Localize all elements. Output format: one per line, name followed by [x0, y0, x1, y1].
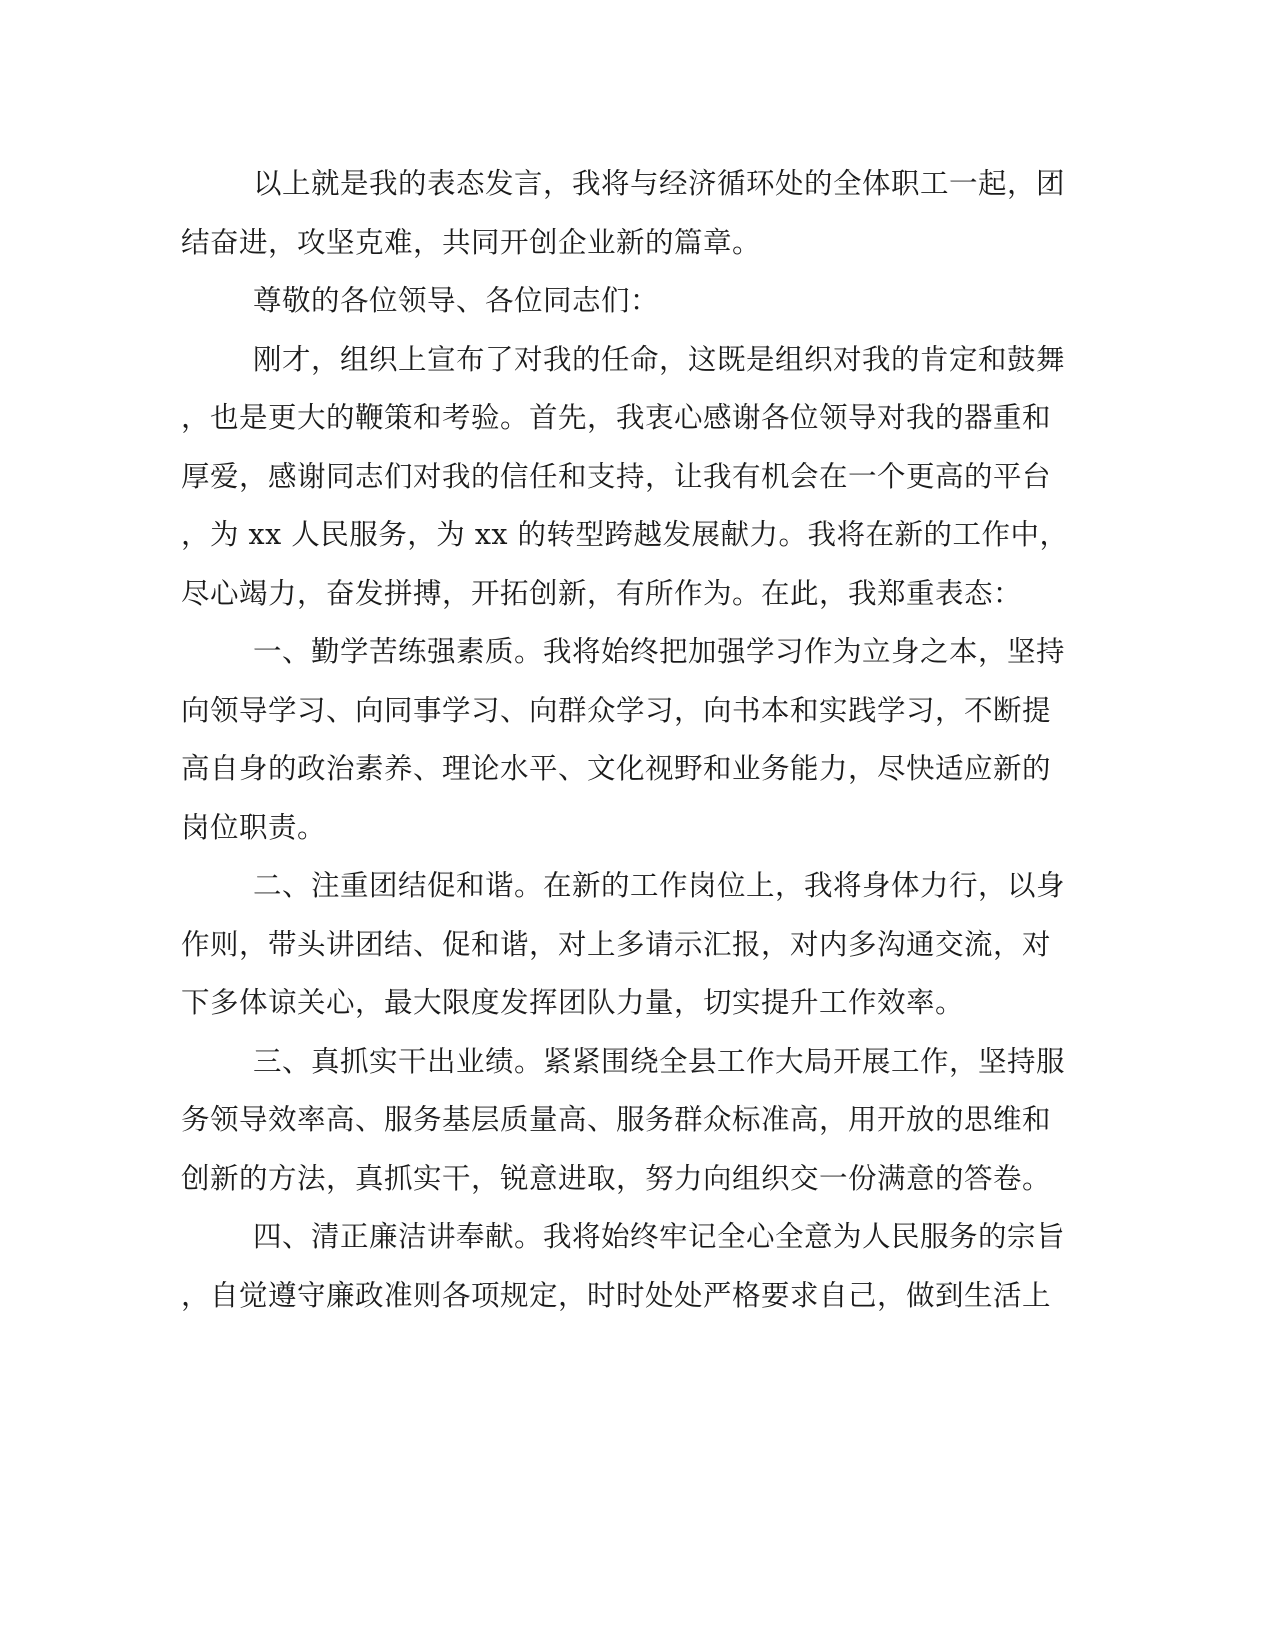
text-line: 尽心竭力，奋发拼搏，开拓创新，有所作为。在此，我郑重表态：: [181, 576, 1023, 610]
text-line: 以上就是我的表态发言，我将与经济循环处的全体职工一起，团: [253, 167, 1066, 200]
text-line: 三、真抓实干出业绩。紧紧围绕全县工作大局开展工作，坚持服: [253, 1044, 1066, 1078]
text-line: 向领导学习、向同事学习、向群众学习，向书本和实践学习，不断提: [181, 693, 1052, 727]
text-line: 厚爱，感谢同志们对我的信任和支持，让我有机会在一个更高的平台: [181, 459, 1052, 493]
text-line: 一、勤学苦练强素质。我将始终把加强学习作为立身之本，坚持: [253, 635, 1066, 668]
text-line: 刚才，组织上宣布了对我的任命，这既是组织对我的肯定和鼓舞: [253, 342, 1066, 376]
text-line: ，也是更大的鞭策和考验。首先，我衷心感谢各位领导对我的器重和: [181, 401, 1052, 434]
text-line: 尊敬的各位领导、各位同志们：: [253, 284, 660, 317]
text-line: 下多体谅关心，最大限度发挥团队力量，切实提升工作效率。: [181, 986, 965, 1019]
text-line: ，自觉遵守廉政准则各项规定，时时处处严格要求自己，做到生活上: [181, 1278, 1052, 1312]
text-line: 高自身的政治素养、理论水平、文化视野和业务能力，尽快适应新的: [181, 752, 1052, 785]
document-body: [181, 155, 1069, 1325]
text-line: 二、注重团结促和谐。在新的工作岗位上，我将身体力行，以身: [253, 869, 1066, 902]
text-line: 创新的方法，真抓实干，锐意进取，努力向组织交一份满意的答卷。: [181, 1161, 1052, 1195]
text-line: ，为 xx 人民服务，为 xx 的转型跨越发展献力。我将在新的工作中，: [181, 518, 1069, 551]
text-line: 务领导效率高、服务基层质量高、服务群众标准高，用开放的思维和: [181, 1103, 1052, 1136]
text-line: 作则，带头讲团结、促和谐，对上多请示汇报，对内多沟通交流，对: [181, 927, 1052, 961]
text-line: 结奋进，攻坚克难，共同开创企业新的篇章。: [181, 225, 762, 259]
text-line: 四、清正廉洁讲奉献。我将始终牢记全心全意为人民服务的宗旨: [253, 1220, 1066, 1253]
text-line: 岗位职责。: [181, 810, 327, 844]
